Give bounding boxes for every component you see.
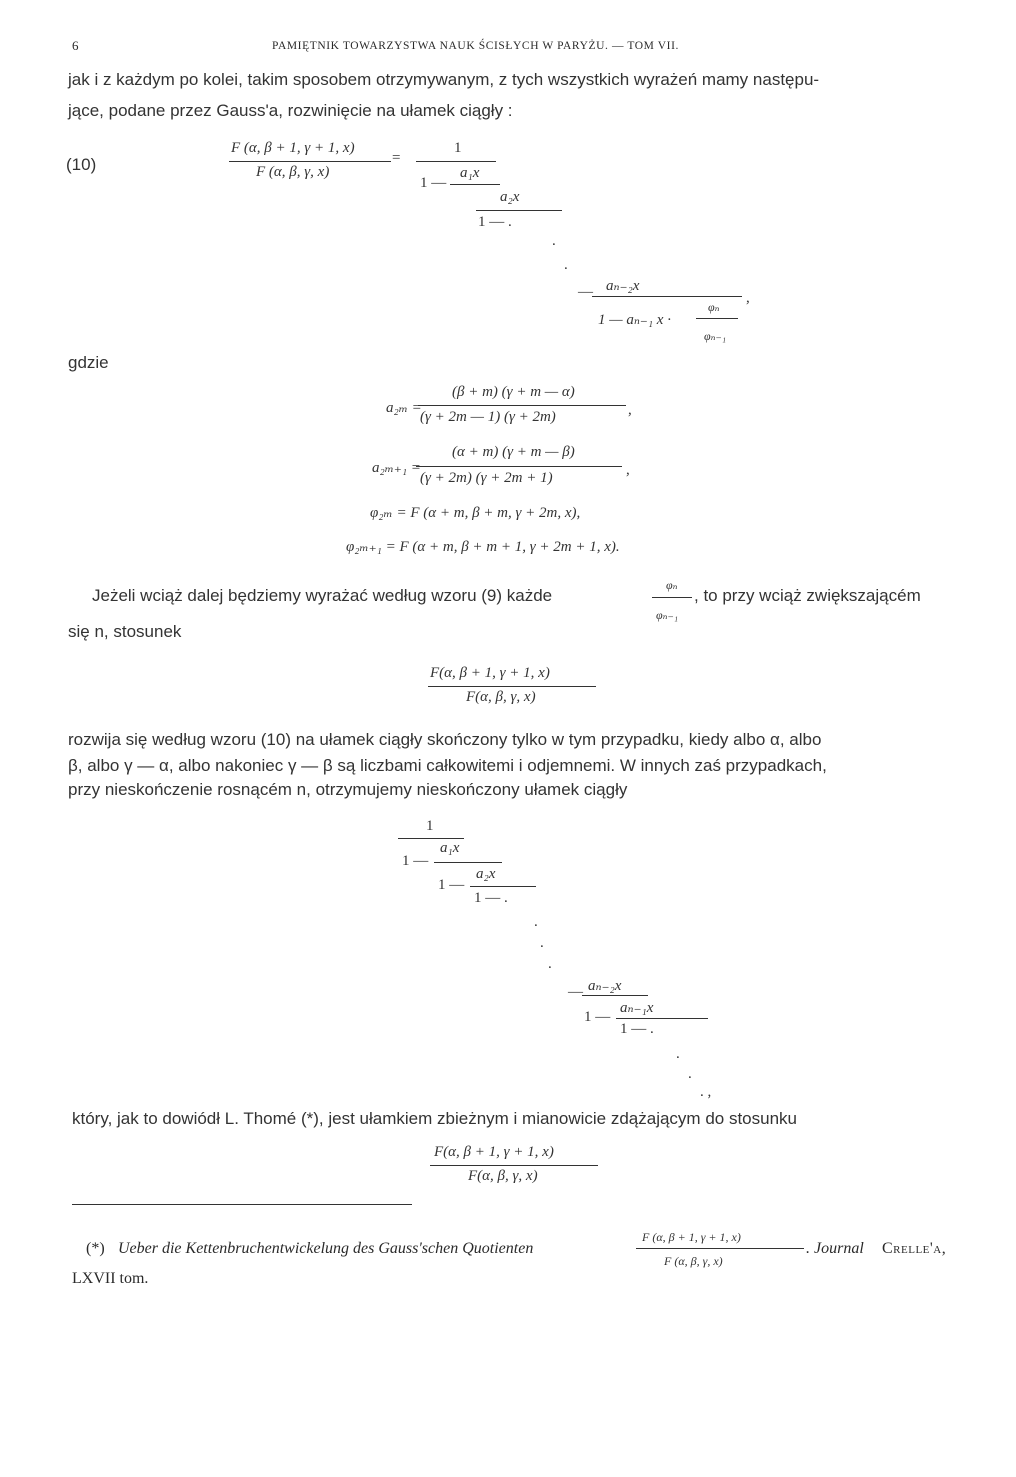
para4-text: który, jak to dowiódł L. Thomé (*), jest ułamkiem zbieżnym i mianowicie zdążającym do stosunku — [72, 1109, 797, 1128]
para3-line-3: przy nieskończenie rosnącém n, otrzymujemy nieskończony ułamek ciągły — [68, 780, 628, 799]
ratio1-bar — [428, 686, 596, 687]
page-number: 6 — [72, 38, 80, 53]
cf2-one: 1 — [426, 818, 434, 834]
cf-bar-4 — [592, 296, 742, 297]
ratio1-denominator: F(α, β, γ, x) — [466, 689, 536, 705]
footnote-frac-bar — [636, 1248, 804, 1249]
cf2-dot-5: . — [688, 1066, 692, 1082]
intro-line-2: jące, podane przez Gauss'a, rozwinięcie na ułamek ciągły : — [68, 101, 513, 120]
page-header — [0, 38, 1016, 56]
footnote-journal — [806, 1240, 864, 1258]
cf-dot-1: . — [552, 233, 556, 249]
para3-line-1: rozwija się według wzoru (10) na ułamek ciągły skończony tylko w tym przypadku, kiedy albo α, albo — [68, 730, 822, 749]
cf-phi-n: φₙ — [708, 300, 720, 314]
running-head: PAMIĘTNIK TOWARZYSTWA NAUK ŚCISŁYCH W PARYŻU. — TOM VII. — [272, 40, 679, 52]
a2m-bar — [418, 405, 626, 406]
cf-denominator-row: 1 — aₙ₋₁ x · — [598, 312, 671, 328]
cf2-minus: — — [568, 984, 583, 1000]
cf-dot-2: . — [564, 257, 568, 273]
footnote-tail: LXVII tom. — [72, 1270, 149, 1287]
cf2-bar-3 — [470, 886, 536, 887]
cf2-an1x: aₙ₋₁x — [620, 1000, 654, 1016]
cf-numerator-one: 1 — [454, 140, 462, 156]
cf-a2x: a₂x — [500, 189, 520, 205]
lhs-fraction-bar — [229, 161, 391, 162]
cf2-dot-4: . — [676, 1046, 680, 1062]
ratio2-denominator: F(α, β, γ, x) — [468, 1168, 538, 1184]
a2m1-bar — [416, 466, 622, 467]
cf-comma: , — [746, 290, 750, 306]
equation-label: (10) — [66, 155, 97, 174]
cf2-dot-2: . — [540, 935, 544, 951]
cf2-a1x: a₁x — [440, 840, 460, 856]
lhs-numerator: F (α, β + 1, γ + 1, x) — [231, 140, 355, 156]
para2-frac-den: φₙ₋₁ — [656, 608, 679, 622]
cf-one-dash: 1 — . — [478, 214, 512, 230]
a2m1-comma: , — [626, 462, 630, 478]
cf-bar-1 — [416, 161, 496, 162]
footnote-frac-num: F (α, β + 1, γ + 1, x) — [642, 1230, 741, 1244]
a2m-denominator: (γ + 2m — 1) (γ + 2m) — [420, 409, 556, 425]
footnote-title-italic: Ueber die Kettenbruchentwickelung des Gauss'schen Quotienten — [118, 1240, 534, 1257]
cf2-bar-2 — [434, 862, 502, 863]
cf2-bar-1 — [398, 838, 464, 839]
ratio1-numerator: F(α, β + 1, γ + 1, x) — [430, 665, 550, 681]
para3-line-2: β, albo γ — α, albo nakoniec γ — β są liczbami całkowitemi i odjemnemi. W innych zaś przypadkach, — [68, 756, 827, 775]
cf2-bar-5 — [616, 1018, 708, 1019]
phi-2m-def: φ₂ₘ = F (α + m, β + m, γ + 2m, x), — [370, 505, 581, 521]
cf2-dot-1: . — [534, 914, 538, 930]
cf2-one-minus-3: 1 — — [584, 1009, 611, 1025]
equals-sign: = — [392, 150, 401, 166]
lhs-denominator: F (α, β, γ, x) — [256, 164, 330, 180]
cf-bar-2 — [450, 184, 500, 185]
cf2-one-dash: 1 — . — [474, 890, 508, 906]
cf-minus: — — [578, 284, 593, 300]
a2m1-denominator: (γ + 2m) (γ + 2m + 1) — [420, 470, 553, 486]
para2-text-a: Jeżeli wciąż dalej będziemy wyrażać według wzoru (9) każde — [92, 586, 553, 605]
cf2-an2x: aₙ₋₂x — [588, 978, 622, 994]
footnote-title — [118, 1240, 533, 1258]
para2-text-b: , to przy wciąż zwiększającém — [694, 586, 921, 605]
cf2-dot-3: . — [548, 956, 552, 972]
footnote-crelle: Crelle'a, — [882, 1240, 947, 1257]
a2m-comma: , — [628, 402, 632, 418]
a2m1-numerator: (α + m) (γ + m — β) — [452, 444, 575, 460]
cf-a1x: a₁x — [460, 165, 480, 181]
footnote-journal-text: . Journal — [806, 1240, 864, 1257]
cf2-a2x: a₂x — [476, 866, 496, 882]
cf2-bar-4 — [582, 995, 648, 996]
cf-bar-5 — [696, 318, 738, 319]
para2-frac-bar — [652, 597, 692, 598]
para2-line-2: się n, stosunek — [68, 622, 182, 641]
a2m1-lhs: a₂ₘ₊₁ = — [372, 460, 421, 476]
footnote-frac-den: F (α, β, γ, x) — [664, 1254, 723, 1268]
a2m-numerator: (β + m) (γ + m — α) — [452, 384, 575, 400]
cf2-one-dash-2: 1 — . — [620, 1021, 654, 1037]
cf2-one-minus-2: 1 — — [438, 877, 465, 893]
intro-line-1: jak i z każdym po kolei, takim sposobem otrzymywanym, z tych wszystkich wyrażeń mamy następu- — [68, 70, 820, 89]
cf-an2x: aₙ₋₂x — [606, 278, 640, 294]
para2-frac-num: φₙ — [666, 578, 678, 592]
phi-2m1-def: φ₂ₘ₊₁ = F (α + m, β + m + 1, γ + 2m + 1, x). — [346, 539, 620, 555]
footnote-marker: (*) — [86, 1240, 105, 1257]
cf2-end: . , — [700, 1084, 712, 1100]
cf-one-minus: 1 — — [420, 175, 447, 191]
cf-phi-n1: φₙ₋₁ — [704, 329, 727, 343]
a2m-lhs: a₂ₘ = — [386, 400, 422, 416]
cf-bar-3 — [476, 210, 562, 211]
ratio2-bar — [430, 1165, 598, 1166]
footnote-rule — [72, 1204, 412, 1205]
gdzie-label: gdzie — [68, 353, 109, 372]
ratio2-numerator: F(α, β + 1, γ + 1, x) — [434, 1144, 554, 1160]
cf2-one-minus-1: 1 — — [402, 853, 429, 869]
